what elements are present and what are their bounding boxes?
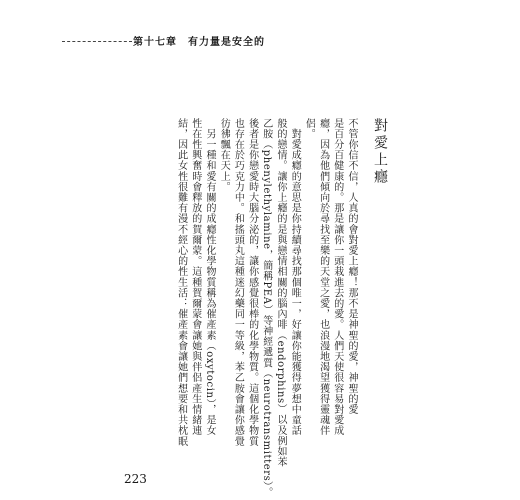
text-column: 也存在於巧克力中。和搖頭丸這種迷幻藥同一等級，苯乙胺會讓你感覺 <box>232 118 244 447</box>
text-column: 是百分百健康的。那是讓你一頭栽進去的愛。人們天使很容易對愛成 <box>331 118 343 436</box>
text-column: 對愛成癮的意思是你持續尋找那個唯一，好讓你能獲得夢想中童話 <box>289 118 301 436</box>
header-dashed-rule <box>62 41 132 42</box>
text-column: 後者是你戀愛時大腦分泌的，讓你感覺很棒的化學物質。這個化學物質 <box>246 118 258 447</box>
text-column: 不管你信不信，人真的會對愛上癮！那不是神聖的愛，神聖的愛 <box>346 118 357 415</box>
page-number: 223 <box>124 472 147 486</box>
running-header: 第十七章 有力量是安全的 <box>133 37 265 48</box>
text-column: 另一種和愛有關的成癮性化學物質稱為催產素（oxytocin），是女 <box>204 118 215 436</box>
text-column: 結，因此女性很難有漫不經心的性生活：催產素會讓她們想要和共枕眠 <box>175 118 187 447</box>
text-column: 癮，因為他們傾向於尋找至樂的天堂之愛，也浪漫地渴望獲得靈魂伴 <box>317 118 329 436</box>
text-column: 侶。 <box>303 118 315 140</box>
text-column: 乙胺（phenylethylamine，簡稱PEA）等神經遞質（neurotransmitters）。 <box>260 118 272 498</box>
text-column: 性在性興奮時會釋放的賀爾蒙。這種賀爾蒙會讓她與伴侶產生情緒連 <box>189 118 201 436</box>
text-column: 般的戀情。讓你上癮的是與戀情相關的腦內啡（endorphins）以及例如苯 <box>275 118 286 468</box>
text-column: 彷彿飄在天上。 <box>218 118 230 193</box>
section-title: 對愛上癮 <box>372 118 388 186</box>
